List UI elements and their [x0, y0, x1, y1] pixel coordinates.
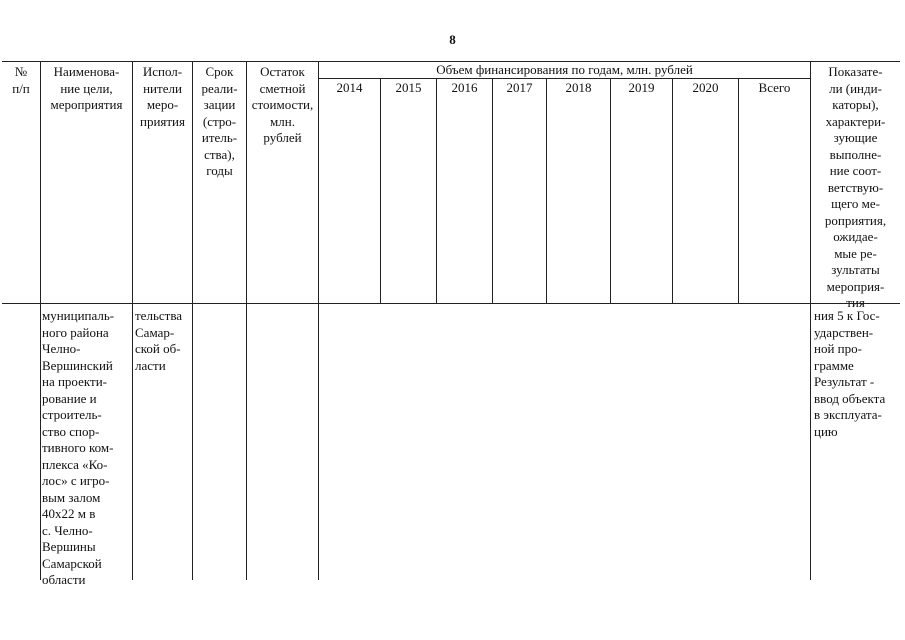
year-2019: 2019: [628, 80, 655, 95]
column-divider: [318, 61, 319, 580]
year-2017: 2017: [506, 80, 533, 95]
year-2016: 2016: [451, 80, 478, 95]
header-indicators: Показате- ли (инди- каторы), характери- зующие выполне- ние соот- ветствую- щего ме- роприятия, ожидае- мые ре- зультаты мероприя- тия: [824, 64, 887, 310]
header-num: № п/п: [12, 64, 30, 96]
year-divider: [610, 78, 611, 304]
year-2015: 2015: [395, 80, 422, 95]
header-remainder: Остаток сметной стоимости, млн. рублей: [251, 64, 314, 145]
column-divider: [40, 61, 41, 580]
row-executors: тельства Самар- ской об- ласти: [135, 308, 183, 373]
row-indicators: ния 5 к Гос- ударствен- ной про- грамме Результат - ввод объекта в эксплуата- цию: [814, 308, 886, 439]
year-total: Всего: [758, 80, 791, 95]
year-2014: 2014: [336, 80, 363, 95]
page-number: 8: [449, 32, 456, 47]
year-2018: 2018: [565, 80, 592, 95]
header-executors: Испол- нители меро- приятия: [139, 64, 185, 129]
year-divider: [738, 78, 739, 304]
year-divider: [672, 78, 673, 304]
header-term: Срок реали- зации (стро- итель- ства), годы: [201, 64, 238, 178]
year-divider: [436, 78, 437, 304]
header-bottom-border: [2, 303, 900, 304]
year-2020: 2020: [692, 80, 719, 95]
year-divider: [492, 78, 493, 304]
header-name: Наименова- ние цели, мероприятия: [50, 64, 123, 112]
year-divider: [380, 78, 381, 304]
header-financing: Объем финансирования по годам, млн. рублей: [436, 62, 693, 77]
year-divider: [546, 78, 547, 304]
row-name: муниципаль- ного района Челно- Вершинский на проекти- рование и строитель- ство спор- тивного ком- плекса «Ко- лос» с игро- вым залом 40х22 м в с. Челно- Вершины Самарской области: [42, 308, 115, 587]
column-divider: [132, 61, 133, 580]
